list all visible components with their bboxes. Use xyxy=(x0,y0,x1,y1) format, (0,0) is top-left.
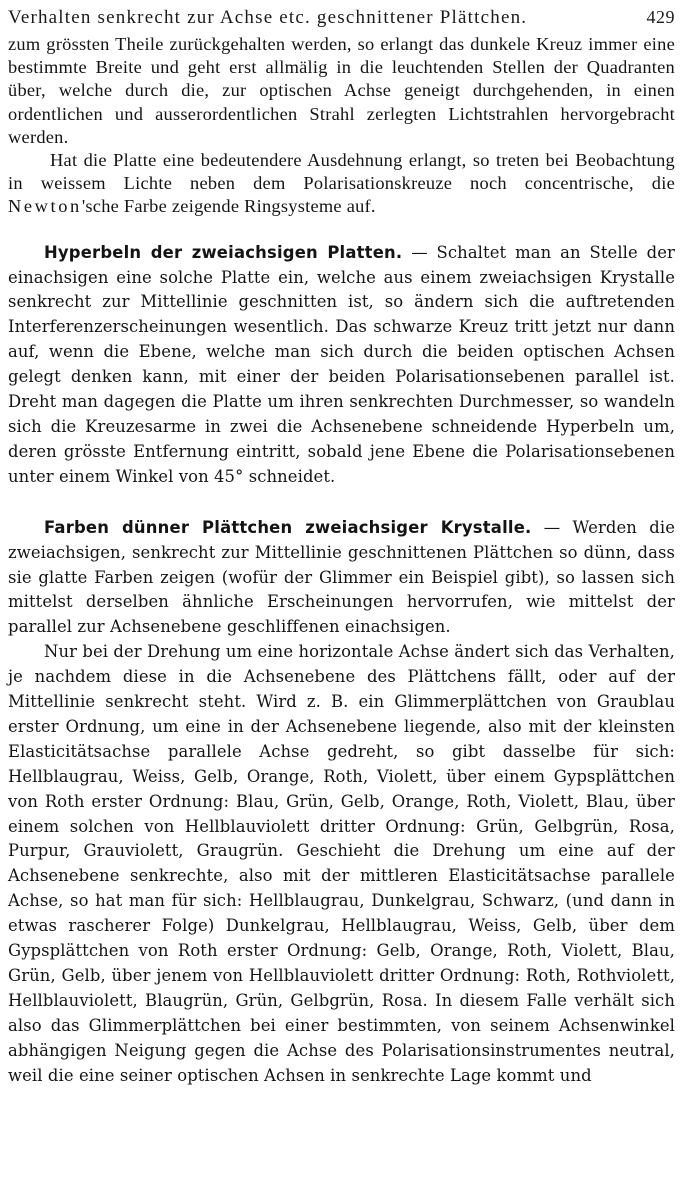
paragraph-continuation: zum grössten Theile zurückgehalten werden, so erlangt das dunkele Kreuz immer eine bestimmte Breite und geht erst allmälig in die leuchtenden Stellen der Quadranten über, welche durch die, zur optischen Achse geneigt durchgehenden, in einen ordentlichen und ausserordentlichen Strahl zerlegten Lichtstrahlen hervorgebracht werden. xyxy=(8,34,675,147)
paragraph-text: Hat die Platte eine bedeutendere Ausdehnung erlangt, so treten bei Beobachtung in weissem Lichte neben dem Polarisationskreuze noch concentrische, die xyxy=(8,150,675,194)
section-text: — Werden die zweiachsigen, senkrecht zur Mittellinie geschnittenen Plättchen so dünn, dass sie glatte Farben zeigen (wofür der Glimmer ein Beispiel gibt), so lassen sich mittelst derselben ähnliche Erscheinungen hervorrufen, wie mittelst der parallel zur Achsenebene geschliffenen einachsigen. xyxy=(8,517,675,637)
section-hyperbeln xyxy=(8,241,675,490)
name-newton: Newton xyxy=(8,196,82,217)
section-heading: Hyperbeln der zweiachsigen Platten. xyxy=(44,242,403,262)
section-farben xyxy=(8,516,675,641)
paragraph-newton-rings xyxy=(8,149,675,219)
section-heading: Farben dünner Plättchen zweiachsiger Krystalle. xyxy=(44,517,532,537)
section-text: — Schaltet man an Stelle der einachsigen eine solche Platte ein, welche aus einem zweiachsigen Krystalle senkrecht zur Mittellinie geschnitten ist, so ändern sich die auftretenden Interferenzerscheinungen wesentlich. Das schwarze Kreuz tritt jetzt nur dann auf, wenn die Ebene, welche man sich durch die beiden optischen Achsen gelegt denken kann, mit einer der beiden Polarisationsebenen parallel ist. Dreht man dagegen die Platte um ihren senkrechten Durchmesser, so wandeln sich die Kreuzesarme in zwei die Achsenebene schneidende Hyperbeln um, deren grösste Entfernung eintritt, sobald jene Ebene die Polarisationsebenen unter einem Winkel von 45° schneidet. xyxy=(8,242,675,486)
header-title: Verhalten senkrecht zur Achse etc. geschnittener Plättchen. xyxy=(8,7,528,28)
paragraph-drehung: Nur bei der Drehung um eine horizontale Achse ändert sich das Verhalten, je nachdem diese in die Achsenebene des Plättchens fällt, oder auf der Mittellinie senkrecht steht. Wird z. B. ein Glimmerplättchen von Graublau erster Ordnung, um eine in der Achsenebene liegende, also mit der kleinsten Elasticitätsachse parallele Achse gedreht, so gibt dasselbe für sich: Hellblaugrau, Weiss, Gelb, Orange, Roth, Violett, über einem Gypsplättchen von Roth erster Ordnung: Blau, Grün, Gelb, Orange, Roth, Violett, Blau, über einem solchen von Hellblauviolett dritter Ordnung: Grün, Gelbgrün, Rosa, Purpur, Grauviolett, Graugrün. Geschieht die Drehung um eine auf der Achsenebene senkrechte, also mit der mittleren Elasticitätsachse parallele Achse, so hat man für sich: Hellblaugrau, Dunkelgrau, Schwarz, (und dann in etwas rascherer Folge) Dunkelgrau, Hellblaugrau, Weiss, Gelb, über dem Gypsplättchen von Roth erster Ordnung: Gelb, Orange, Roth, Violett, Blau, Grün, Gelb, über jenem von Hellblauviolett dritter Ordnung: Roth, Rothviolett, Hellblauviolett, Blaugrün, Grün, Gelbgrün, Rosa. In diesem Falle verhält sich also das Glimmerplättchen bei einer bestimmten, von seinem Achsenwinkel abhängigen Neigung gegen die Achse des Polarisationsinstrumentes neutral, weil die eine seiner optischen Achsen in senkrechte Lage kommt und xyxy=(8,642,675,1085)
page-number: 429 xyxy=(646,7,675,27)
running-header xyxy=(8,4,675,31)
paragraph-text: 'sche Farbe zeigende Ringsysteme auf. xyxy=(81,196,376,217)
